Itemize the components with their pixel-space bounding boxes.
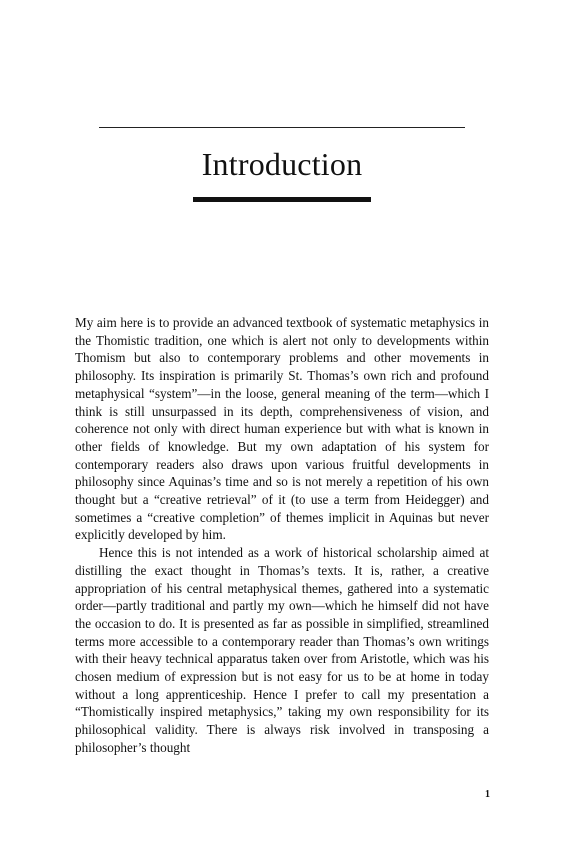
- chapter-title-underline: [193, 197, 371, 202]
- paragraph-1: My aim here is to provide an advanced textbook of systematic metaphysics in the Thomistic tradition, one which is alert not only to developments within Thomism but also to contemporary problems and other movements in philosophy. Its inspiration is primarily St. Thomas’s own rich and profound metaphysical “system”—in the loose, general meaning of the term—which I think is still unsurpassed in its depth, comprehensiveness of vision, and coherence not only with direct human experience but with what is known in other fields of knowledge. But my own adaptation of his system for contemporary readers also draws upon various fruitful developments in philosophy since Aquinas’s time and so is not merely a repetition of his own thought but a “creative retrieval” of it (to use a term from Heidegger) and sometimes a “creative completion” of themes implicit in Aquinas but never explicitly developed by him.: [75, 315, 489, 543]
- chapter-title: Introduction: [201, 146, 363, 182]
- page-number: 1: [485, 789, 490, 800]
- paragraph-2: Hence this is not intended as a work of historical scholarship aimed at distilling the exact thought in Thomas’s texts. It is, rather, a creative appropriation of his central metaphysical themes, gathered into a systematic order—partly traditional and partly my own—which he himself did not have the occasion to do. It is presented as far as possible in simplified, streamlined terms more accessible to a contemporary reader than Thomas’s own writings with their heavy technical apparatus taken over from Aristotle, which was his chosen medium of expression but is not easy for us to be at home in today without a long apprenticeship. Hence I prefer to call my presentation a “Thomistically inspired metaphysics,” taking my own responsibility for its philosophical validity. There is always risk involved in transposing a philosopher’s thought: [75, 545, 489, 755]
- chapter-top-rule: [99, 127, 465, 128]
- body-text: [75, 314, 489, 757]
